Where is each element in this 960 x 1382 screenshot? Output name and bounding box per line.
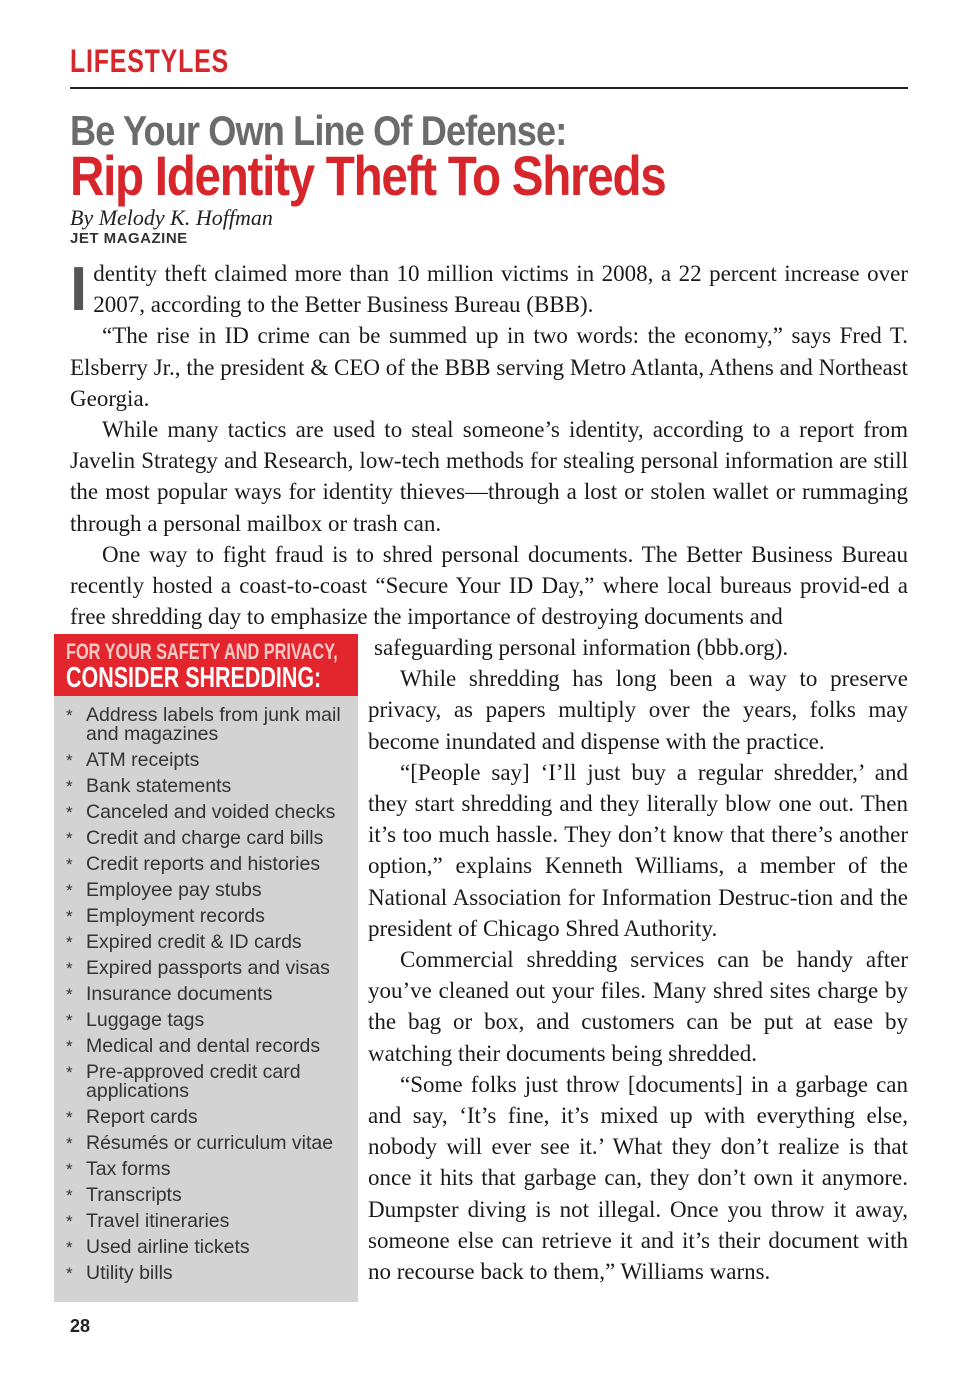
article-paragraph-2: “The rise in ID crime can be summed up in two words: the economy,” says Fred T. Elsberry Jr., the president & CEO of the BBB serving Metro Atlanta, Athens and Northeast Georgia.	[70, 323, 908, 411]
list-item	[66, 1264, 356, 1283]
article-paragraph-7: Commercial shredding services can be handy after you’ve cleaned out your files. Many shred sites charge by the bag or box, and customers can be put at ease by watching their documents being shredded.	[368, 947, 908, 1066]
list-item	[66, 1186, 356, 1205]
asterisk-bullet-icon: *	[66, 1160, 73, 1179]
list-item-label: Credit and charge card bills	[86, 827, 324, 849]
list-item-label: Expired passports and visas	[86, 957, 330, 979]
list-item	[66, 803, 356, 822]
asterisk-bullet-icon: *	[66, 1212, 73, 1231]
list-item	[66, 706, 356, 744]
sidebar-heading-line2: CONSIDER SHREDDING:	[66, 662, 322, 694]
asterisk-bullet-icon: *	[66, 933, 73, 952]
list-item-label: Tax forms	[86, 1158, 171, 1180]
byline: By Melody K. Hoffman	[70, 205, 273, 230]
list-item-label: Canceled and voided checks	[86, 801, 336, 823]
list-item	[66, 1212, 356, 1231]
asterisk-bullet-icon: *	[66, 706, 73, 725]
asterisk-bullet-icon: *	[66, 1264, 73, 1283]
list-item	[66, 855, 356, 874]
list-item	[66, 907, 356, 926]
list-item-label: Expired credit & ID cards	[86, 931, 302, 953]
article-paragraph-4: One way to fight fraud is to shred personal documents. The Better Business Bureau recently hosted a coast-to-coast “Secure Your ID Day,” where local bureaus provid-ed a free shredding day to emphasize the importance of destroying documents and	[70, 541, 908, 630]
asterisk-bullet-icon: *	[66, 959, 73, 978]
asterisk-bullet-icon: *	[66, 1011, 73, 1030]
list-item-label: Credit reports and histories	[86, 853, 321, 875]
list-item-label: ATM receipts	[86, 749, 200, 771]
asterisk-bullet-icon: *	[66, 1108, 73, 1127]
list-item	[66, 1108, 356, 1127]
article-paragraph-4-continued: safeguarding personal information (bbb.org).	[374, 635, 789, 660]
asterisk-bullet-icon: *	[66, 751, 73, 770]
list-item	[66, 933, 356, 952]
list-item	[66, 1238, 356, 1257]
list-item-label: Report cards	[86, 1106, 198, 1128]
list-item	[66, 1160, 356, 1179]
list-item-label: Luggage tags	[86, 1009, 205, 1031]
asterisk-bullet-icon: *	[66, 907, 73, 926]
asterisk-bullet-icon: *	[66, 985, 73, 1004]
list-item-label: Insurance documents	[86, 983, 273, 1005]
list-item-label: Used airline tickets	[86, 1236, 250, 1258]
list-item-label: Pre-approved credit card applications	[86, 1061, 301, 1102]
list-item	[66, 777, 356, 796]
article-body-top	[70, 255, 908, 632]
paragraph-1-text: dentity theft claimed more than 10 million victims in 2008, a 22 percent increase over 2007, according to the Better Business Bureau (BBB).	[93, 261, 908, 318]
list-item	[66, 985, 356, 1004]
drop-cap: I	[70, 255, 88, 324]
list-item-label: Travel itineraries	[86, 1210, 230, 1232]
list-item	[66, 1011, 356, 1030]
asterisk-bullet-icon: *	[66, 803, 73, 822]
asterisk-bullet-icon: *	[66, 1134, 73, 1153]
list-item-label: Employee pay stubs	[86, 879, 262, 901]
list-item	[66, 751, 356, 770]
article-paragraph-5: While shredding has long been a way to preserve privacy, as papers multiply over the years, folks may become inundated and dispense with the practice.	[368, 666, 908, 754]
section-label: LIFESTYLES	[70, 43, 229, 79]
shred-list	[66, 706, 356, 1290]
list-item-label: Employment records	[86, 905, 265, 927]
list-item-label: Address labels from junk mail and magazines	[86, 704, 341, 745]
sidebar-heading-line1: FOR YOUR SAFETY AND PRIVACY,	[66, 639, 338, 664]
publication-name: JET MAGAZINE	[70, 230, 188, 247]
list-item-label: Utility bills	[86, 1262, 173, 1284]
article-body-column	[368, 632, 908, 1287]
asterisk-bullet-icon: *	[66, 1238, 73, 1257]
asterisk-bullet-icon: *	[66, 1063, 73, 1082]
article-paragraph-6: “[People say] ‘I’ll just buy a regular shredder,’ and they start shredding and they literally blow one out. Then it’s too much hassle. They don’t know that there’s another option,” explains Kenneth Williams, a member of the National Association for Information Destruc-tion and the president of Chicago Shred Authority.	[368, 759, 908, 941]
list-item-label: Medical and dental records	[86, 1035, 321, 1057]
headline-title: Rip Identity Theft To Shreds	[70, 144, 666, 207]
asterisk-bullet-icon: *	[66, 855, 73, 874]
list-item	[66, 1134, 356, 1153]
list-item-label: Résumés or curriculum vitae	[86, 1132, 334, 1154]
page-number: 28	[70, 1316, 91, 1336]
asterisk-bullet-icon: *	[66, 829, 73, 848]
article-paragraph-3: While many tactics are used to steal someone’s identity, according to a report from Javelin Strategy and Research, low-tech methods for stealing personal information are still the most popular ways for identity thieves—through a lost or stolen wallet or rummaging through a personal mailbox or trash can.	[70, 417, 908, 536]
list-item	[66, 1063, 356, 1101]
asterisk-bullet-icon: *	[66, 881, 73, 900]
article-paragraph-1	[70, 255, 908, 324]
asterisk-bullet-icon: *	[66, 777, 73, 796]
list-item	[66, 1037, 356, 1056]
headline-kicker: Be Your Own Line Of Defense:	[70, 107, 567, 154]
asterisk-bullet-icon: *	[66, 1186, 73, 1205]
header-rule	[70, 87, 908, 89]
list-item	[66, 881, 356, 900]
list-item-label: Transcripts	[86, 1184, 182, 1206]
shredding-sidebar	[54, 634, 358, 1302]
article-paragraph-8: “Some folks just throw [documents] in a garbage can and say, ‘It’s fine, it’s mixed up with everything else, nobody will ever see it.’ What they don’t realize is that once it hits that garbage can, they don’t own it anymore. Dumpster diving is not illegal. Once you throw it away, someone else can retrieve it and it’s their document with no recourse back to them,” Williams warns.	[368, 1071, 908, 1285]
list-item	[66, 959, 356, 978]
list-item-label: Bank statements	[86, 775, 232, 797]
sidebar-header	[54, 634, 358, 696]
list-item	[66, 829, 356, 848]
asterisk-bullet-icon: *	[66, 1037, 73, 1056]
